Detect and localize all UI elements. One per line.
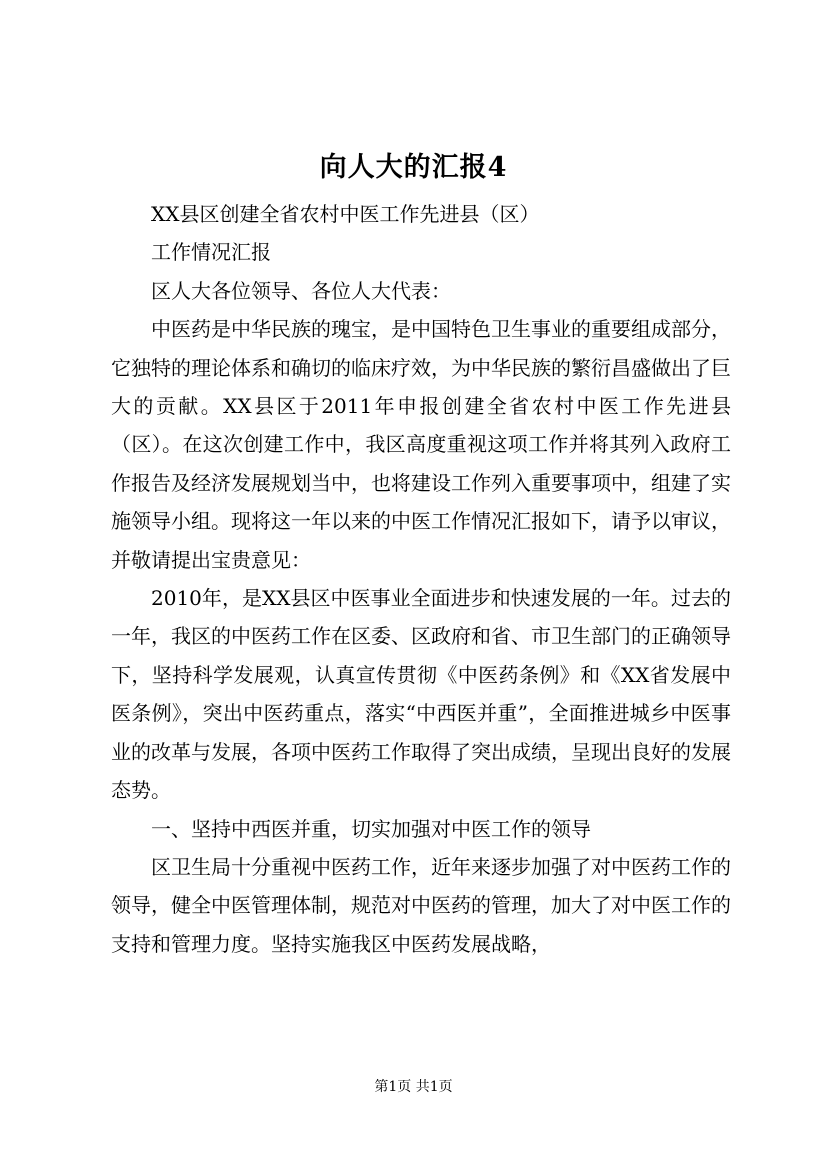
paragraph-section-1: 区卫生局十分重视中医药工作，近年来逐步加强了对中医药工作的领导，健全中医管理体制，规范对中医药的管理，加大了对中医工作的支持和管理力度。坚持实施我区中医药发展战略， [111, 854, 731, 956]
section-heading-1: 一、坚持中西医并重，切实加强对中医工作的领导 [151, 816, 591, 841]
document-body [111, 195, 731, 963]
paragraph-intro: 中医药是中华民族的瑰宝，是中国特色卫生事业的重要组成部分，它独特的理论体系和确切的临床疗效，为中华民族的繁衍昌盛做出了巨大的贡献。XX县区于2011年申报创建全省农村中医工作先进县（区）。在这次创建工作中，我区高度重视这项工作并将其列入政府工作报告及经济发展规划当中，也将建设工作列入重要事项中，组建了实施领导小组。现将这一年以来的中医工作情况汇报如下，请予以审议，并敬请提出宝贵意见： [111, 317, 731, 572]
paragraph-2010: 2010年，是XX县区中医事业全面进步和快速发展的一年。过去的一年，我区的中医药工作在区委、区政府和省、市卫生部门的正确领导下，坚持科学发展观，认真宣传贯彻《中医药条例》和《XX省发展中医条例》，突出中医药重点，落实“中西医并重”，全面推进城乡中医事业的改革与发展，各项中医药工作取得了突出成绩，呈现出良好的发展态势。 [111, 586, 731, 803]
paragraph-subtitle-1: XX县区创建全省农村中医工作先进县（区） [151, 202, 540, 226]
paragraph-salutation: 区人大各位领导、各位人大代表： [151, 278, 451, 303]
page-footer: 第1页 共1页 [374, 1079, 453, 1095]
document-title: 向人大的汇报4 [319, 152, 508, 183]
paragraph-subtitle-2: 工作情况汇报 [151, 240, 271, 265]
